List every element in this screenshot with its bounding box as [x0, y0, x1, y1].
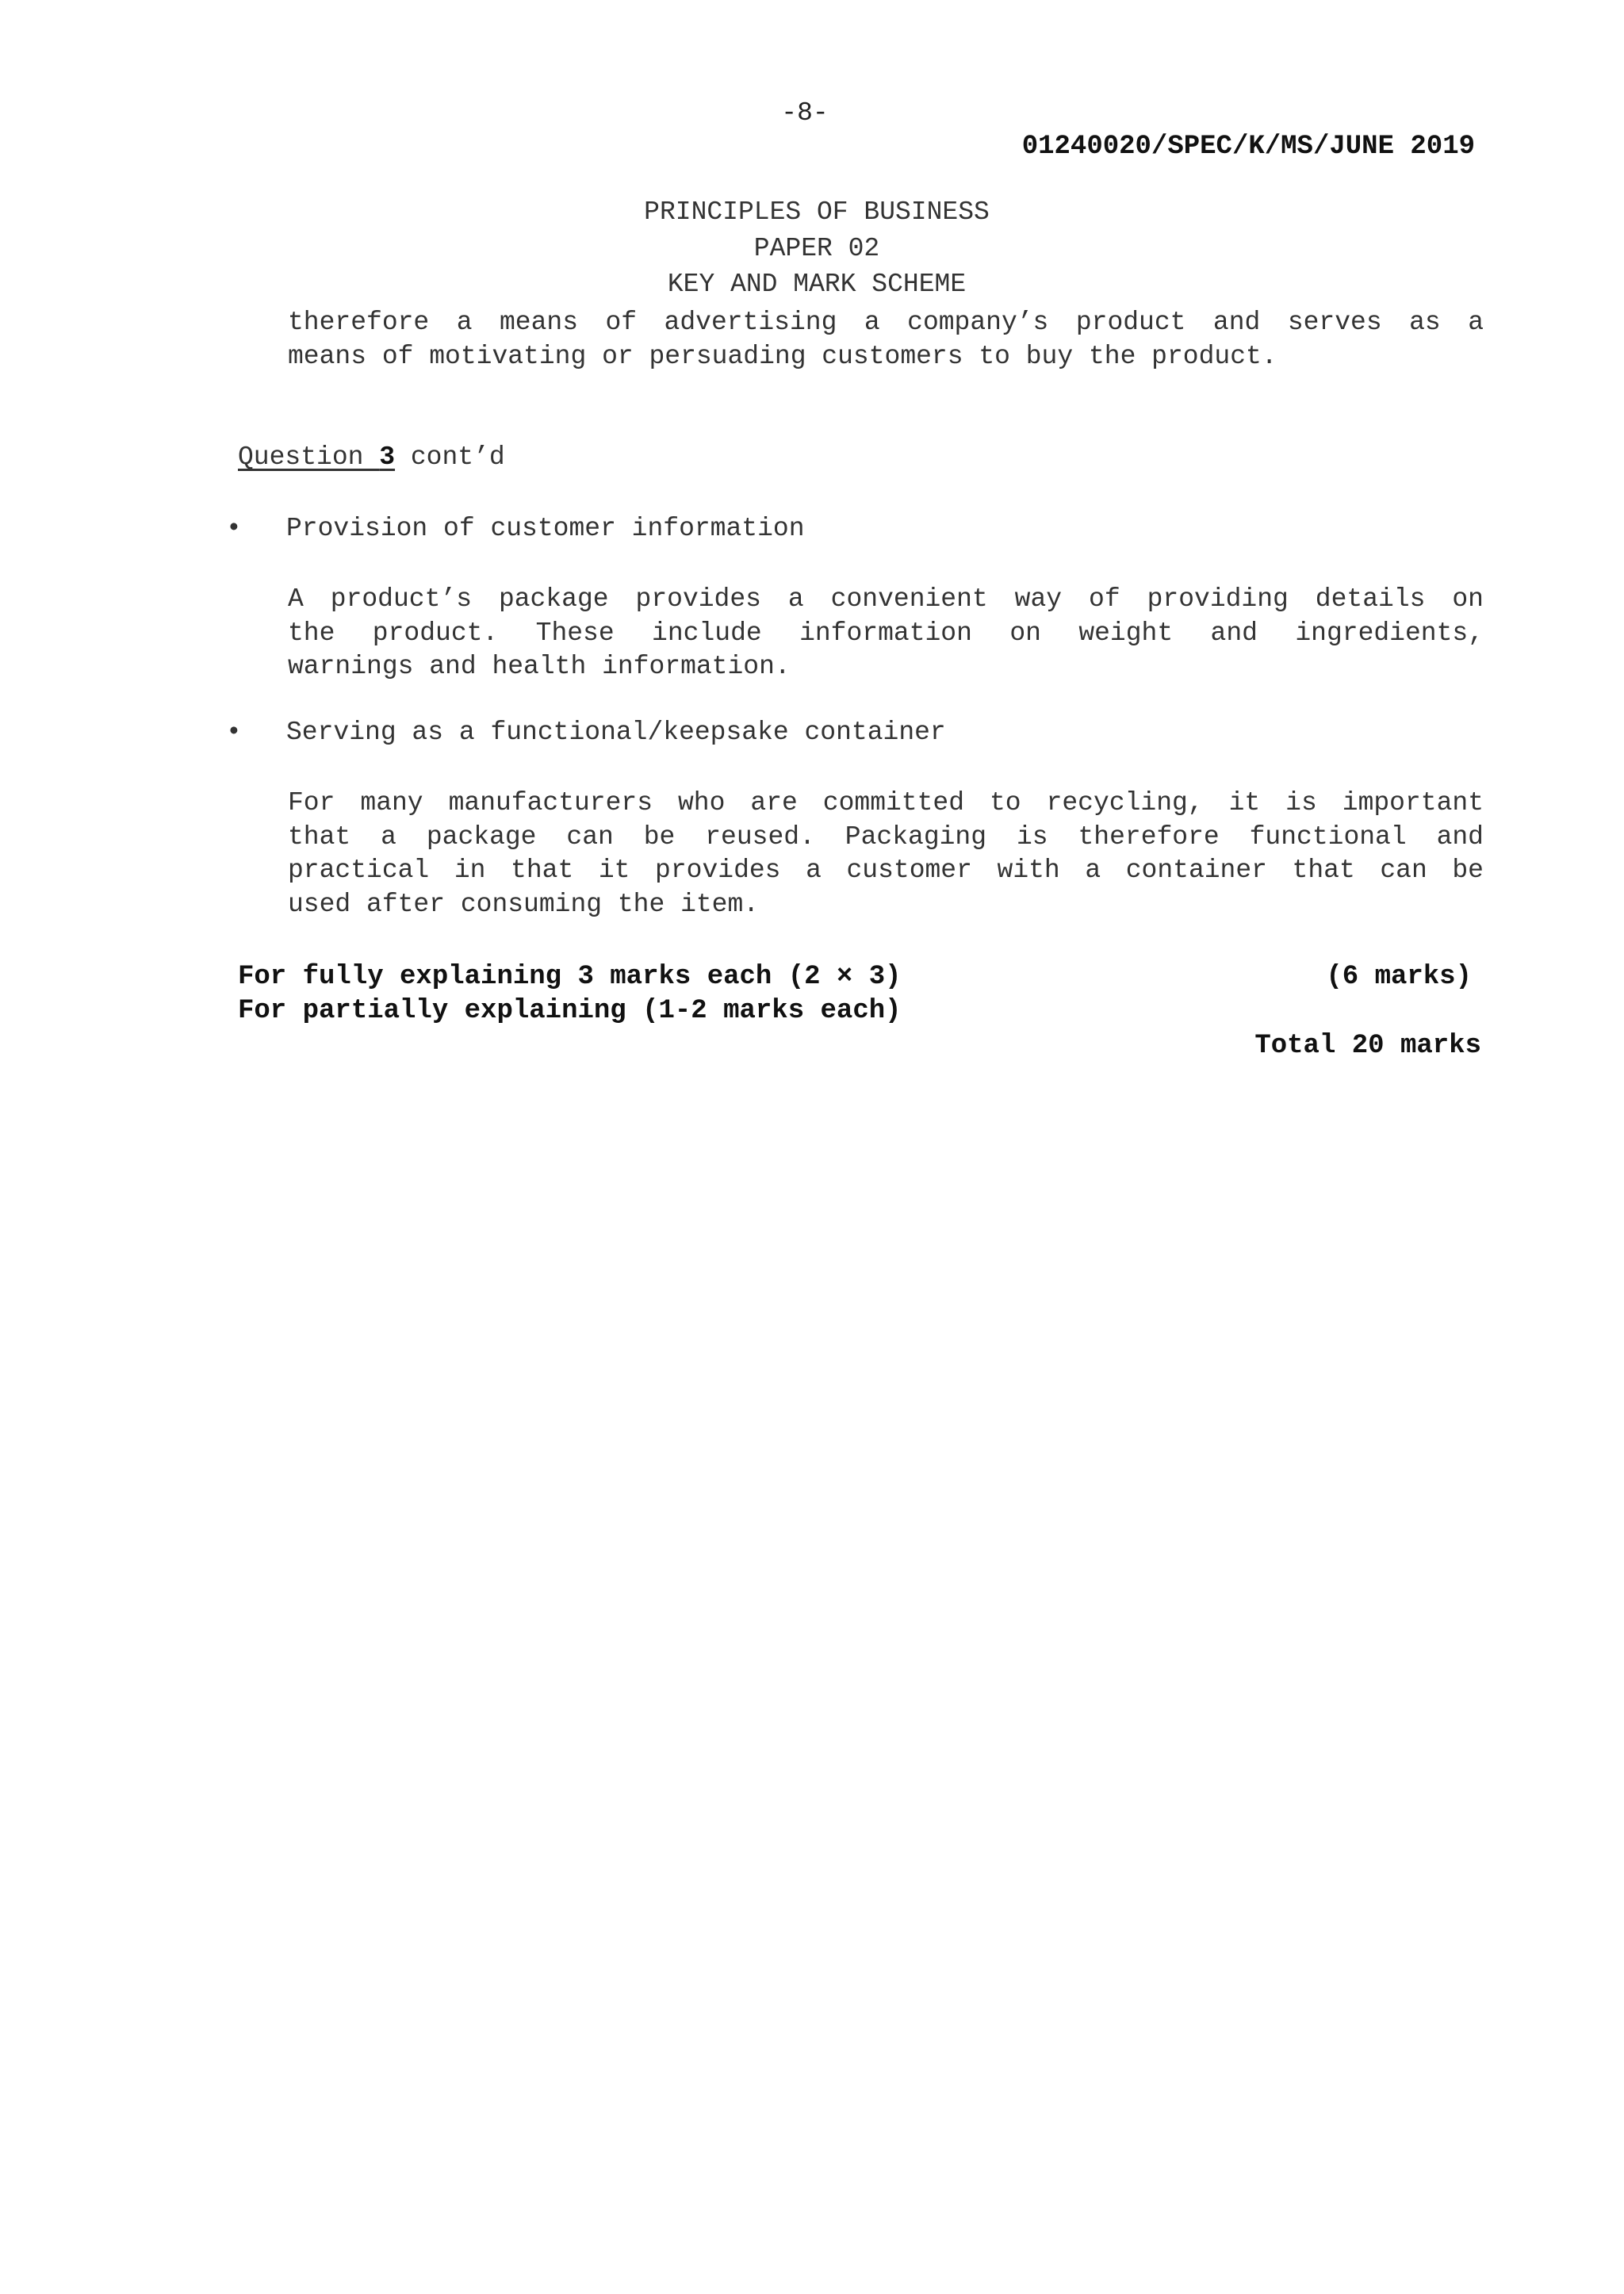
paragraph-line: therefore a means of advertising a company’s product and serves as a: [288, 308, 1484, 337]
scheme-heading: KEY AND MARK SCHEME: [667, 270, 967, 299]
paragraph-line: means of motivating or persuading customers to buy the product.: [288, 341, 1277, 371]
full-explain-criterion: For fully explaining 3 marks each (2 × 3): [238, 962, 902, 992]
subject-heading: PRINCIPLES OF BUSINESS: [644, 197, 990, 227]
question-number: 3: [379, 442, 396, 472]
total-marks: Total 20 marks: [1254, 1031, 1481, 1061]
point-title: Serving as a functional/keepsake container: [286, 718, 946, 747]
question-prefix: Question: [238, 442, 380, 472]
point-title: Provision of customer information: [286, 514, 805, 543]
page-number: -8-: [781, 98, 829, 128]
paragraph-line: A product’s package provides a convenient way of providing details on: [288, 584, 1484, 614]
point-paragraph: [288, 787, 1484, 921]
bullet-icon: •: [226, 718, 242, 747]
paragraph-line: For many manufacturers who are committed to recycling, it is important: [288, 788, 1484, 818]
intro-paragraph: [288, 306, 1484, 373]
paragraph-line: that a package can be reused. Packaging is therefore functional and: [288, 821, 1484, 852]
question-label-underlined: [238, 442, 395, 472]
point-paragraph: [288, 583, 1484, 684]
bullet-icon: •: [226, 514, 242, 543]
paragraph-line: warnings and health information.: [288, 652, 791, 681]
paragraph-line: the product. These include information on weight and ingredients,: [288, 618, 1484, 648]
full-marks: (6 marks): [1326, 962, 1472, 992]
reference-code: 01240020/SPEC/K/MS/JUNE 2019: [1021, 132, 1475, 162]
paragraph-line: used after consuming the item.: [288, 889, 760, 919]
partial-explain-criterion: For partially explaining (1-2 marks each): [238, 996, 902, 1026]
paragraph-line: practical in that it provides a customer with a container that can be: [288, 856, 1484, 885]
question-label: [238, 442, 505, 472]
question-suffix: cont’d: [395, 442, 505, 472]
paper-heading: PAPER 02: [753, 234, 880, 263]
